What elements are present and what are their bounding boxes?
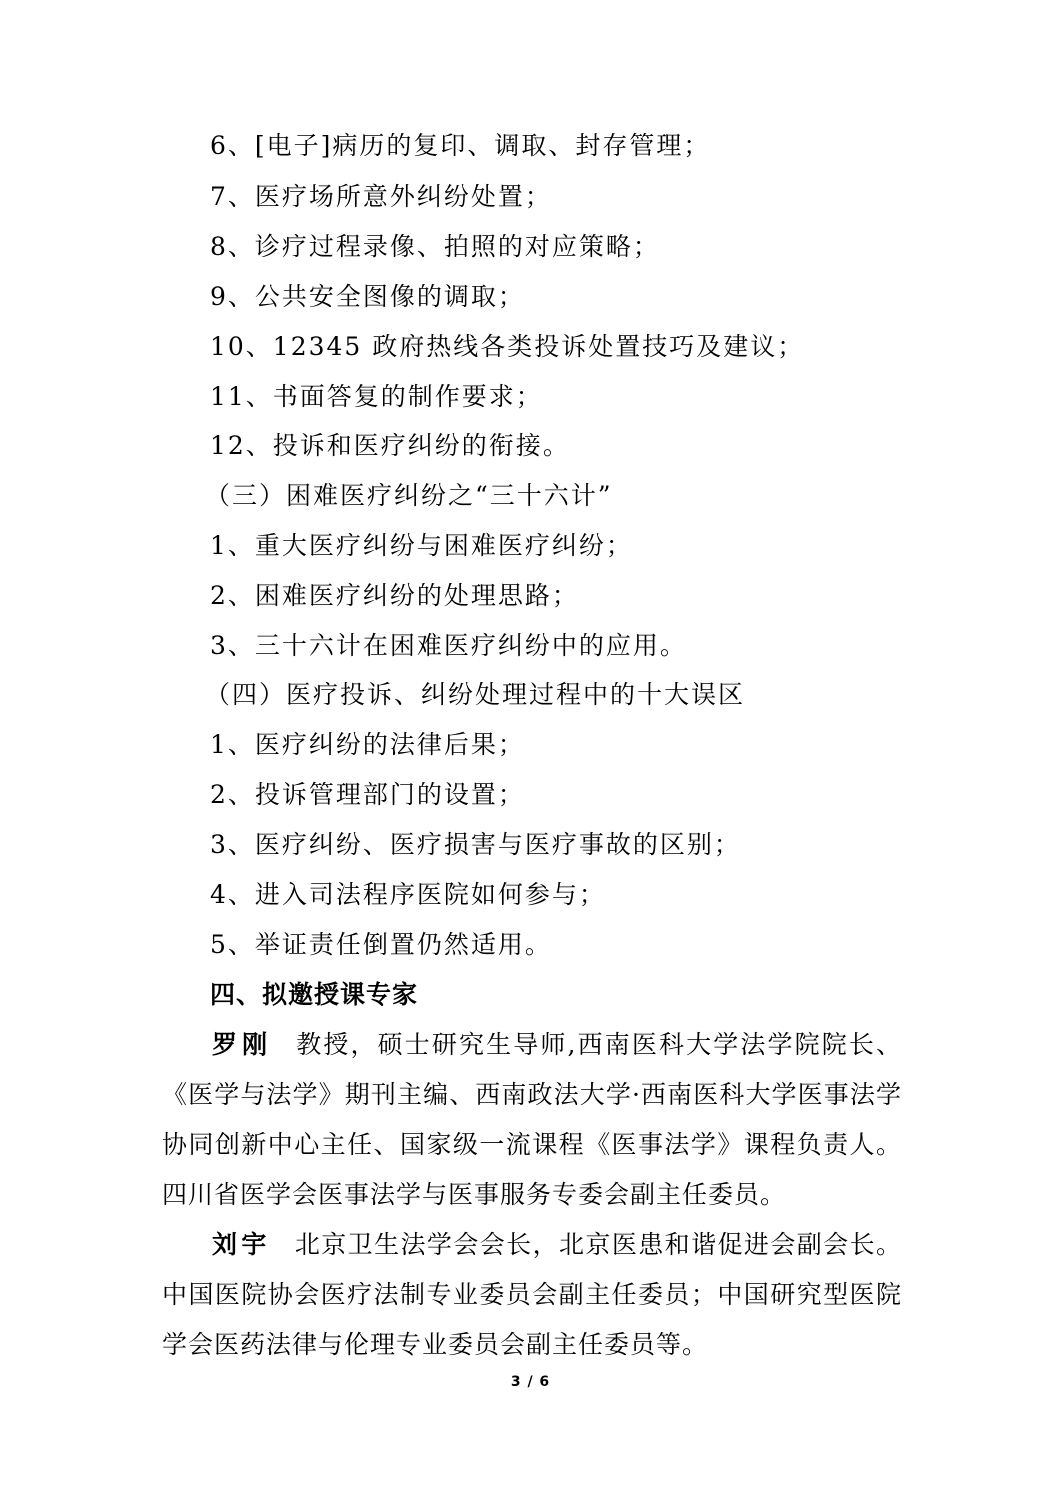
list-item: 6、[电子]病历的复印、调取、封存管理； bbox=[210, 131, 711, 160]
list-item: 2、投诉管理部门的设置； bbox=[210, 780, 525, 809]
expert-name: 罗刚 bbox=[212, 1030, 273, 1059]
page-number: 3 / 6 bbox=[510, 1374, 551, 1390]
list-item: 1、重大医疗纠纷与困难医疗纠纷； bbox=[210, 531, 633, 560]
list-item: 9、公共安全图像的调取； bbox=[210, 282, 525, 311]
expert-bio: 北京卫生法学会会长，北京医患和谐促进会副会长。中国医院协会医疗法制专业委员会副主任委员；中国研究型医院学会医药法律与伦理专业委员会副主任委员等。 bbox=[162, 1230, 902, 1359]
list-item: 7、医疗场所意外纠纷处置； bbox=[210, 182, 552, 211]
list-item: 2、困难医疗纠纷的处理思路； bbox=[210, 581, 579, 610]
expert-entry bbox=[162, 1220, 902, 1370]
list-item: 12、投诉和医疗纠纷的衔接。 bbox=[210, 431, 570, 460]
expert-entry bbox=[162, 1020, 902, 1220]
list-item: 1、医疗纠纷的法律后果； bbox=[210, 730, 525, 759]
list-item: 3、三十六计在困难医疗纠纷中的应用。 bbox=[210, 631, 687, 660]
experts-heading: 四、拟邀授课专家 bbox=[210, 980, 419, 1009]
section-three-title: （三）困难医疗纠纷之“三十六计” bbox=[205, 481, 613, 510]
expert-name: 刘宇 bbox=[212, 1230, 271, 1259]
list-item: 4、进入司法程序医院如何参与； bbox=[210, 880, 606, 909]
expert-bio: 教授，硕士研究生导师,西南医科大学法学院院长、《医学与法学》期刊主编、西南政法大学·西南医科大学医事法学协同创新中心主任、国家级一流课程《医事法学》课程负责人。四川省医学会医事法学与医事服务专委会副主任委员。 bbox=[162, 1030, 902, 1209]
section-four-title: （四）医疗投诉、纠纷处理过程中的十大误区 bbox=[205, 680, 746, 709]
list-item: 3、医疗纠纷、医疗损害与医疗事故的区别； bbox=[210, 830, 741, 859]
list-item: 10、12345 政府热线各类投诉处置技巧及建议； bbox=[210, 332, 805, 361]
list-item: 8、诊疗过程录像、拍照的对应策略； bbox=[210, 232, 660, 261]
list-item: 5、举证责任倒置仍然适用。 bbox=[210, 930, 552, 959]
list-item: 11、书面答复的制作要求； bbox=[210, 382, 543, 411]
